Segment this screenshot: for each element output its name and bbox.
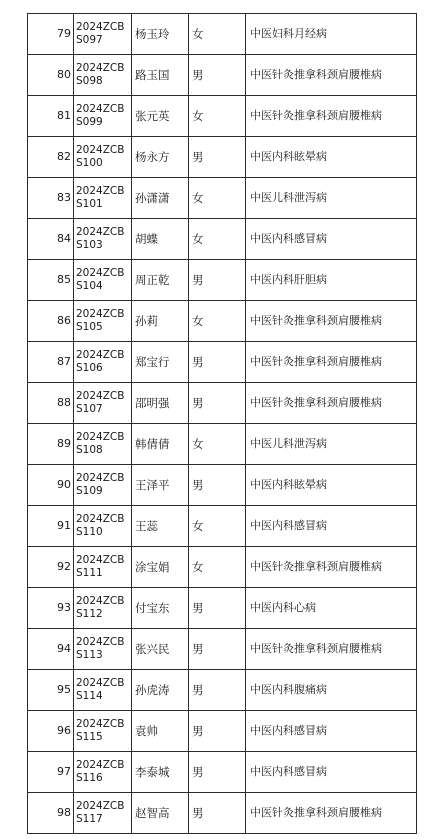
gender-cell: 男	[189, 588, 246, 629]
registration-code-line1: 2024ZCB	[76, 595, 125, 607]
registration-code-line2: S113	[76, 649, 103, 661]
table-row	[28, 14, 417, 55]
department-cell: 中医针灸推拿科颈肩腰椎病	[246, 383, 417, 424]
department-cell: 中医针灸推拿科颈肩腰椎病	[246, 55, 417, 96]
gender-cell: 女	[189, 506, 246, 547]
registration-code	[74, 588, 132, 629]
gender-cell: 男	[189, 793, 246, 834]
person-name: 王泽平	[132, 465, 189, 506]
table-row	[28, 711, 417, 752]
table-row	[28, 629, 417, 670]
person-name: 韩倩倩	[132, 424, 189, 465]
registration-code-line1: 2024ZCB	[76, 677, 125, 689]
row-index: 98	[28, 793, 74, 834]
row-index: 82	[28, 137, 74, 178]
table-row	[28, 752, 417, 793]
gender-cell: 男	[189, 670, 246, 711]
table-row	[28, 96, 417, 137]
person-name: 袁帅	[132, 711, 189, 752]
person-name: 郑宝行	[132, 342, 189, 383]
registration-code-line2: S100	[76, 157, 103, 169]
table-row	[28, 137, 417, 178]
registration-code-line1: 2024ZCB	[76, 718, 125, 730]
table-row	[28, 383, 417, 424]
row-index: 86	[28, 301, 74, 342]
registration-code-line1: 2024ZCB	[76, 349, 125, 361]
registration-code-line2: S106	[76, 362, 103, 374]
person-name: 孙潇潇	[132, 178, 189, 219]
registration-code-line2: S112	[76, 608, 103, 620]
row-index: 91	[28, 506, 74, 547]
registration-code-line2: S107	[76, 403, 103, 415]
gender-cell: 女	[189, 547, 246, 588]
registration-code	[74, 465, 132, 506]
gender-cell: 女	[189, 301, 246, 342]
registration-code-line1: 2024ZCB	[76, 472, 125, 484]
registration-code-line1: 2024ZCB	[76, 390, 125, 402]
department-cell: 中医针灸推拿科颈肩腰椎病	[246, 342, 417, 383]
registration-code-line1: 2024ZCB	[76, 185, 125, 197]
gender-cell: 女	[189, 424, 246, 465]
registration-code-line1: 2024ZCB	[76, 636, 125, 648]
table-row	[28, 547, 417, 588]
department-cell: 中医针灸推拿科颈肩腰椎病	[246, 793, 417, 834]
row-index: 87	[28, 342, 74, 383]
row-index: 79	[28, 14, 74, 55]
gender-cell: 女	[189, 14, 246, 55]
person-name: 杨永方	[132, 137, 189, 178]
department-cell: 中医内科心病	[246, 588, 417, 629]
gender-cell: 男	[189, 383, 246, 424]
gender-cell: 男	[189, 260, 246, 301]
registration-code-line2: S116	[76, 772, 103, 784]
registration-code-line1: 2024ZCB	[76, 513, 125, 525]
registration-code	[74, 670, 132, 711]
table-row	[28, 793, 417, 834]
table-row	[28, 219, 417, 260]
registration-code	[74, 96, 132, 137]
person-name: 周正乾	[132, 260, 189, 301]
roster-table	[27, 13, 417, 834]
gender-cell: 女	[189, 96, 246, 137]
registration-code-line1: 2024ZCB	[76, 62, 125, 74]
gender-cell: 男	[189, 465, 246, 506]
person-name: 李泰城	[132, 752, 189, 793]
person-name: 孙虎涛	[132, 670, 189, 711]
department-cell: 中医妇科月经病	[246, 14, 417, 55]
registration-code-line2: S098	[76, 75, 103, 87]
person-name: 邵明强	[132, 383, 189, 424]
registration-code-line2: S104	[76, 280, 103, 292]
table-row	[28, 465, 417, 506]
department-cell: 中医儿科泄泻病	[246, 424, 417, 465]
row-index: 84	[28, 219, 74, 260]
registration-code-line1: 2024ZCB	[76, 144, 125, 156]
person-name: 张元英	[132, 96, 189, 137]
department-cell: 中医针灸推拿科颈肩腰椎病	[246, 96, 417, 137]
row-index: 97	[28, 752, 74, 793]
person-name: 涂宝娟	[132, 547, 189, 588]
gender-cell: 男	[189, 629, 246, 670]
department-cell: 中医针灸推拿科颈肩腰椎病	[246, 301, 417, 342]
registration-code-line2: S099	[76, 116, 103, 128]
person-name: 路玉国	[132, 55, 189, 96]
row-index: 88	[28, 383, 74, 424]
registration-code-line1: 2024ZCB	[76, 759, 125, 771]
department-cell: 中医内科腹痛病	[246, 670, 417, 711]
registration-code	[74, 342, 132, 383]
gender-cell: 男	[189, 137, 246, 178]
registration-code-line1: 2024ZCB	[76, 308, 125, 320]
registration-code	[74, 55, 132, 96]
person-name: 赵智高	[132, 793, 189, 834]
registration-code-line2: S108	[76, 444, 103, 456]
gender-cell: 女	[189, 178, 246, 219]
person-name: 杨玉玲	[132, 14, 189, 55]
registration-code-line2: S115	[76, 731, 103, 743]
row-index: 95	[28, 670, 74, 711]
row-index: 89	[28, 424, 74, 465]
row-index: 96	[28, 711, 74, 752]
registration-code	[74, 178, 132, 219]
registration-code	[74, 260, 132, 301]
registration-code-line1: 2024ZCB	[76, 267, 125, 279]
row-index: 90	[28, 465, 74, 506]
department-cell: 中医内科感冒病	[246, 711, 417, 752]
registration-code-line2: S105	[76, 321, 103, 333]
registration-code-line2: S101	[76, 198, 103, 210]
department-cell: 中医内科感冒病	[246, 219, 417, 260]
registration-code-line2: S111	[76, 567, 103, 579]
registration-code-line2: S103	[76, 239, 103, 251]
registration-code-line1: 2024ZCB	[76, 103, 125, 115]
registration-code-line2: S097	[76, 34, 103, 46]
person-name: 胡蝶	[132, 219, 189, 260]
roster-table-body	[28, 14, 417, 834]
registration-code	[74, 383, 132, 424]
row-index: 94	[28, 629, 74, 670]
registration-code	[74, 14, 132, 55]
table-row	[28, 178, 417, 219]
gender-cell: 女	[189, 219, 246, 260]
registration-code-line2: S117	[76, 813, 103, 825]
registration-code	[74, 424, 132, 465]
registration-code	[74, 506, 132, 547]
registration-code	[74, 629, 132, 670]
registration-code	[74, 547, 132, 588]
table-row	[28, 260, 417, 301]
person-name: 张兴民	[132, 629, 189, 670]
table-row	[28, 55, 417, 96]
table-row	[28, 588, 417, 629]
table-row	[28, 342, 417, 383]
row-index: 93	[28, 588, 74, 629]
registration-code-line1: 2024ZCB	[76, 554, 125, 566]
row-index: 92	[28, 547, 74, 588]
gender-cell: 男	[189, 711, 246, 752]
department-cell: 中医内科肝胆病	[246, 260, 417, 301]
table-row	[28, 301, 417, 342]
registration-code	[74, 793, 132, 834]
person-name: 王蕊	[132, 506, 189, 547]
registration-code-line1: 2024ZCB	[76, 431, 125, 443]
department-cell: 中医针灸推拿科颈肩腰椎病	[246, 629, 417, 670]
registration-code-line2: S110	[76, 526, 103, 538]
person-name: 付宝东	[132, 588, 189, 629]
table-row	[28, 424, 417, 465]
gender-cell: 男	[189, 342, 246, 383]
row-index: 85	[28, 260, 74, 301]
table-row	[28, 670, 417, 711]
registration-code-line1: 2024ZCB	[76, 226, 125, 238]
registration-code-line2: S114	[76, 690, 103, 702]
department-cell: 中医儿科泄泻病	[246, 178, 417, 219]
gender-cell: 男	[189, 55, 246, 96]
person-name: 孙莉	[132, 301, 189, 342]
registration-code	[74, 711, 132, 752]
department-cell: 中医内科眩晕病	[246, 465, 417, 506]
registration-code-line2: S109	[76, 485, 103, 497]
gender-cell: 男	[189, 752, 246, 793]
registration-code-line1: 2024ZCB	[76, 21, 125, 33]
registration-code-line1: 2024ZCB	[76, 800, 125, 812]
registration-code	[74, 301, 132, 342]
table-row	[28, 506, 417, 547]
department-cell: 中医内科眩晕病	[246, 137, 417, 178]
department-cell: 中医内科感冒病	[246, 752, 417, 793]
department-cell: 中医内科感冒病	[246, 506, 417, 547]
registration-code	[74, 752, 132, 793]
row-index: 83	[28, 178, 74, 219]
registration-code	[74, 219, 132, 260]
roster-sheet	[27, 13, 416, 834]
row-index: 81	[28, 96, 74, 137]
row-index: 80	[28, 55, 74, 96]
registration-code	[74, 137, 132, 178]
department-cell: 中医针灸推拿科颈肩腰椎病	[246, 547, 417, 588]
